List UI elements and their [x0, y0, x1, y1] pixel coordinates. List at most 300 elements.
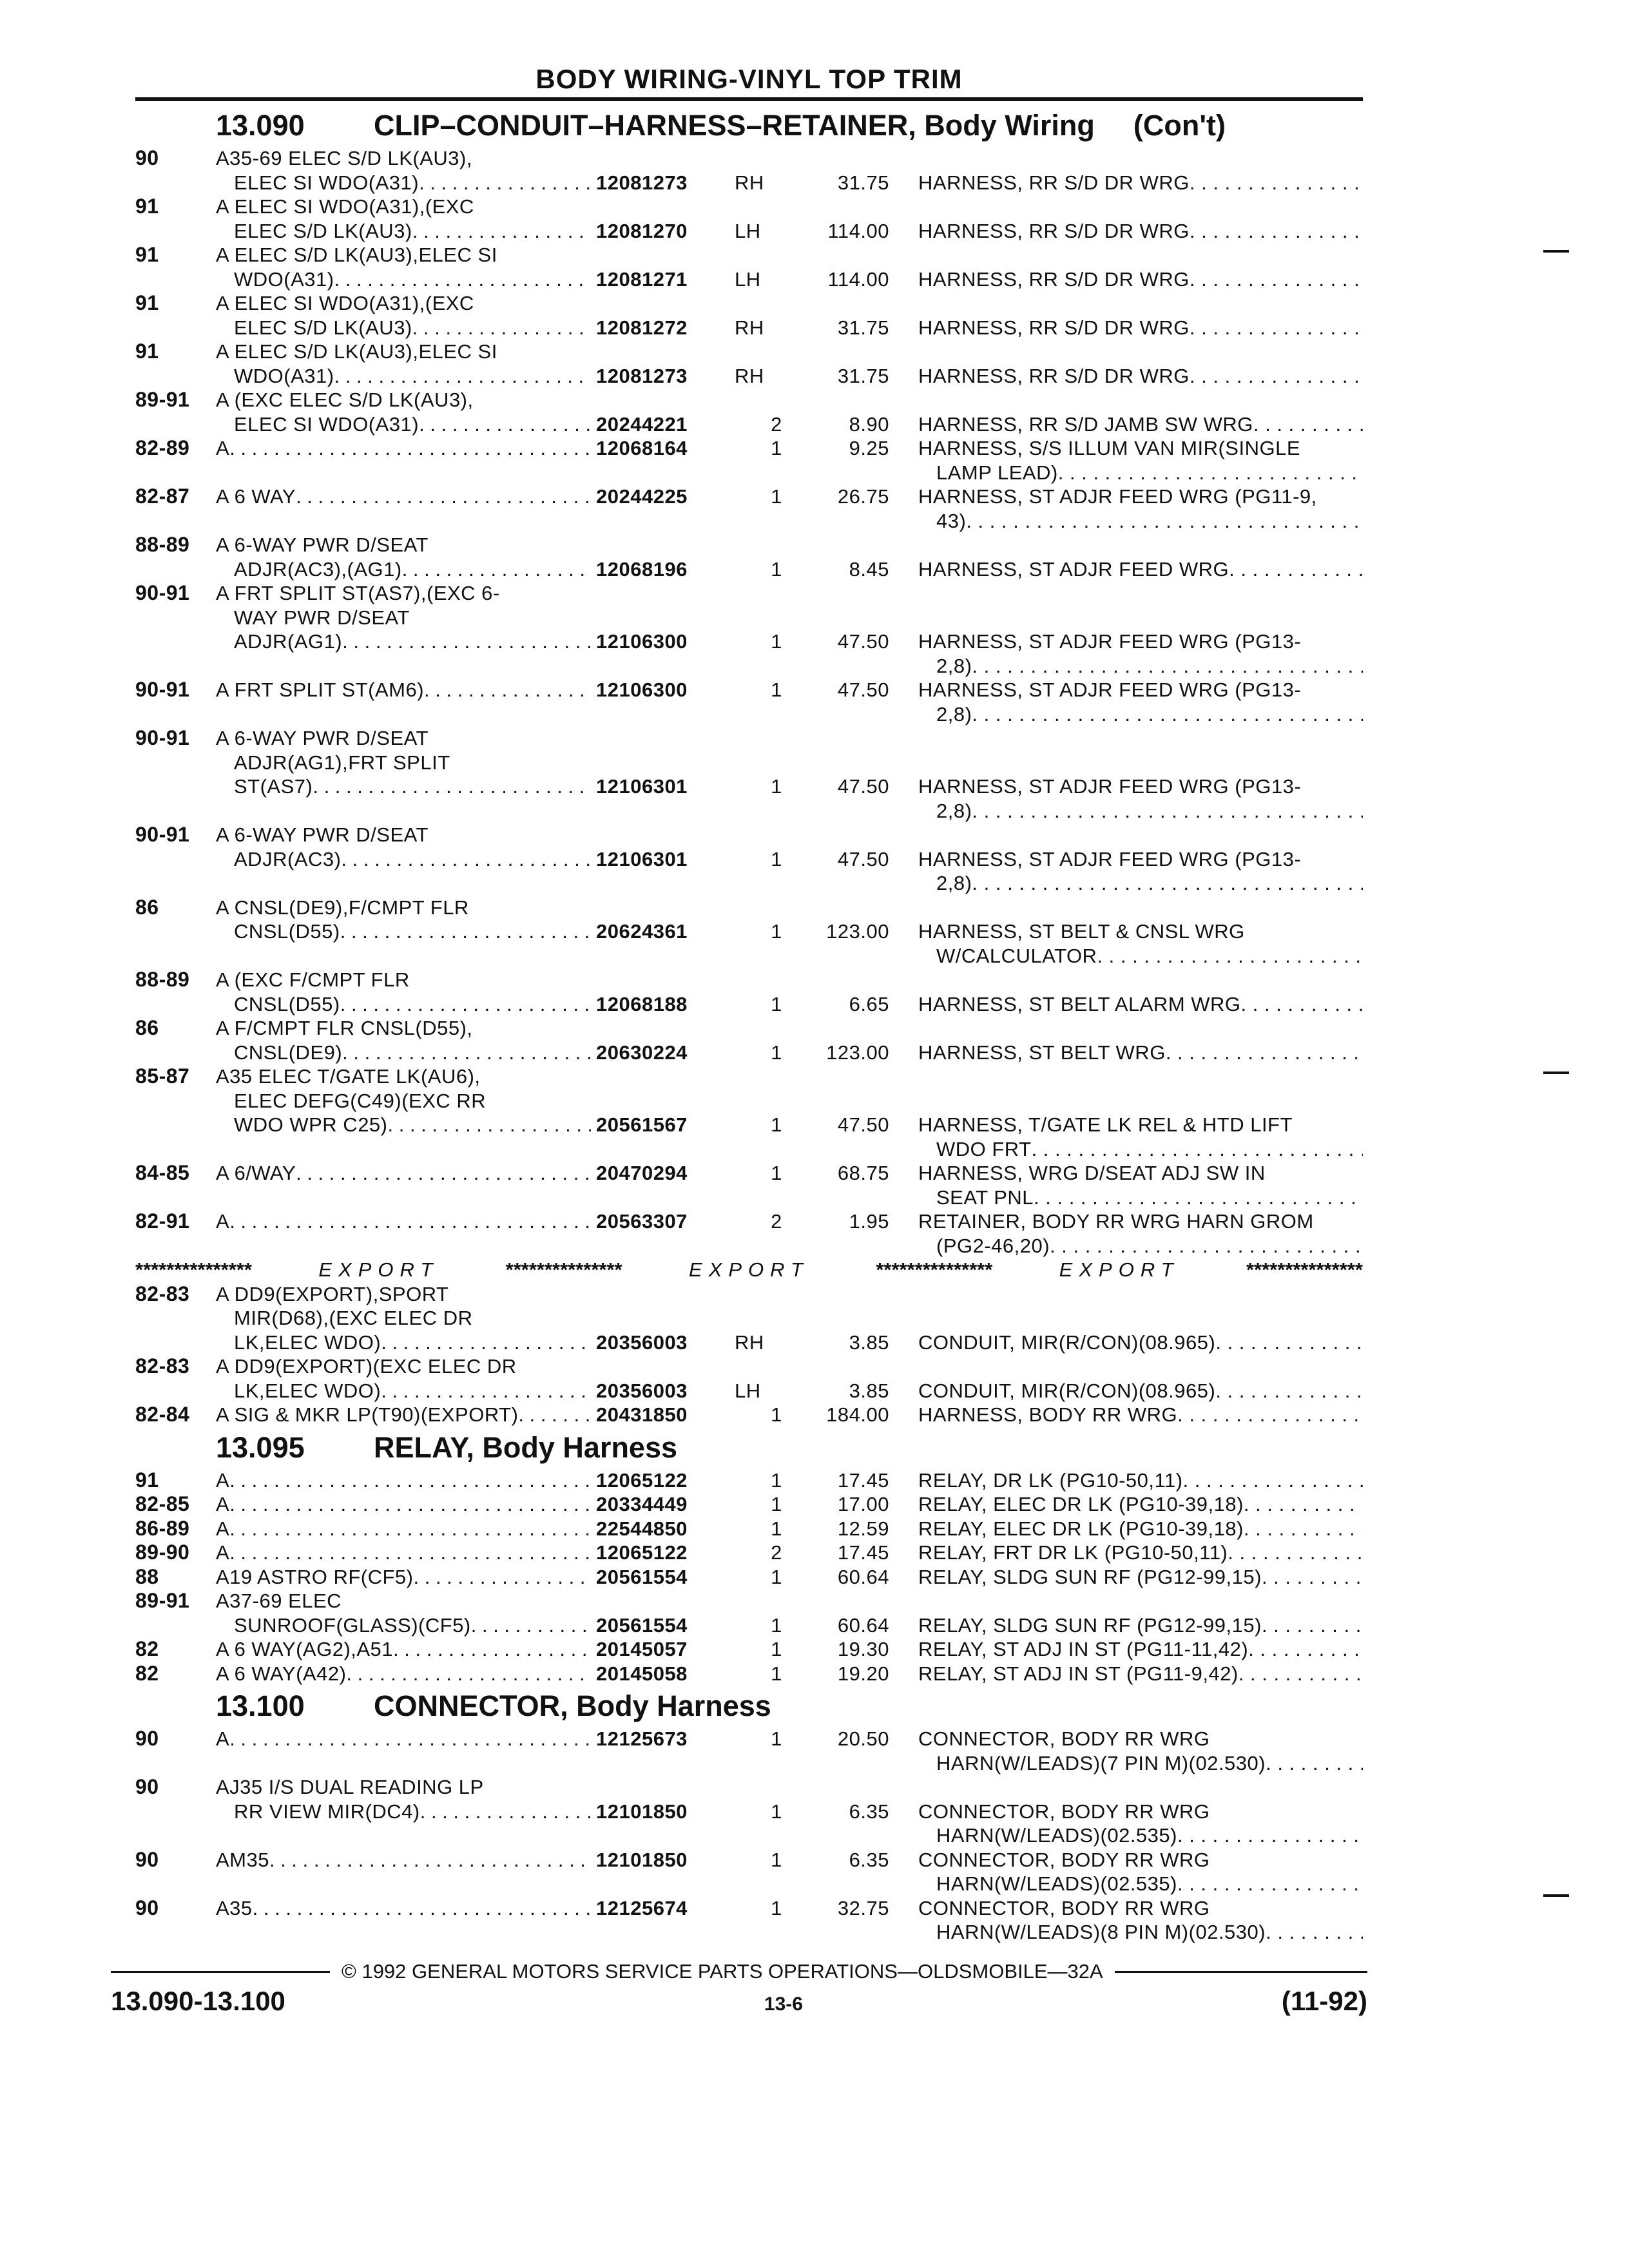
- part-name: [889, 944, 1363, 968]
- quantity: [767, 1306, 786, 1331]
- side-code: RH: [735, 171, 764, 194]
- part-entry: [135, 436, 1363, 485]
- part-number: [591, 1282, 735, 1307]
- leader-dots: [229, 1492, 591, 1517]
- price: 19.20: [837, 1662, 889, 1685]
- part-name: [889, 751, 1363, 775]
- usage-description: [216, 1751, 591, 1776]
- quantity: 2: [771, 1210, 782, 1233]
- model-years: 82-84: [135, 1403, 190, 1426]
- part-number: [591, 461, 735, 485]
- leader-dots: [419, 412, 591, 437]
- leader-dots: [1190, 316, 1363, 340]
- quantity: [767, 461, 786, 485]
- part-name: [889, 1589, 1363, 1613]
- part-name: [889, 1468, 1363, 1493]
- parts-listing: [135, 105, 1363, 1945]
- entry-line: [135, 871, 1363, 896]
- part-name: [889, 388, 1363, 412]
- usage-text: AJ35 I/S DUAL READING LP: [216, 1776, 484, 1798]
- leader-dots: [381, 1379, 591, 1403]
- quantity: 1: [771, 1727, 782, 1750]
- part-name: [889, 1613, 1363, 1638]
- side-code: [735, 1662, 767, 1686]
- part-number: 22544850: [596, 1517, 688, 1540]
- usage-text: A CNSL(DE9),F/CMPT FLR: [216, 896, 469, 919]
- margin-tick: [1543, 1894, 1569, 1897]
- price: 31.75: [837, 364, 889, 387]
- price: 8.90: [849, 412, 889, 436]
- leader-dots: [1262, 1565, 1363, 1590]
- part-entry: [135, 1209, 1363, 1258]
- leader-dots: [518, 1403, 591, 1427]
- leader-dots: [1244, 1492, 1363, 1517]
- usage-description: [216, 509, 591, 533]
- entry-line: [135, 364, 1363, 389]
- empty-cell: [767, 1137, 786, 1162]
- empty-cell: [591, 1823, 735, 1848]
- model-years: [135, 509, 216, 533]
- part-name-text: HARNESS, ST BELT ALARM WRG: [918, 992, 1241, 1015]
- model-years: [135, 1186, 216, 1210]
- side-code: [735, 1161, 767, 1186]
- side-code: [735, 1872, 767, 1896]
- quantity: 1: [771, 485, 782, 508]
- price: 47.50: [837, 775, 889, 798]
- leader-dots: [1229, 557, 1363, 582]
- entry-line: [135, 1306, 1363, 1331]
- quantity: 1: [771, 630, 782, 653]
- entry-line: [135, 1468, 1363, 1493]
- model-years: 82-91: [135, 1209, 190, 1233]
- side-code: LH: [735, 219, 761, 242]
- entry-line: [135, 823, 1363, 847]
- quantity: 1: [771, 1468, 782, 1492]
- side-code: [735, 1064, 767, 1089]
- model-years: 90: [135, 1896, 159, 1919]
- part-name-text: WDO FRT: [936, 1137, 1032, 1160]
- part-name-text: CONDUIT, MIR(R/CON)(08.965): [918, 1331, 1216, 1354]
- usage-text: A37-69 ELEC: [216, 1590, 342, 1612]
- quantity: [767, 267, 786, 292]
- leader-dots: [966, 509, 1363, 533]
- part-name-text: HARNESS, RR S/D DR WRG: [918, 316, 1190, 339]
- part-name-text: RELAY, ST ADJ IN ST (PG11-9,42): [918, 1662, 1239, 1685]
- empty-cell: [767, 799, 786, 823]
- quantity: [767, 1089, 786, 1113]
- leader-dots: [972, 702, 1363, 727]
- entry-line: [135, 1823, 1363, 1848]
- side-code: [735, 1637, 767, 1662]
- model-years: [135, 1306, 216, 1331]
- side-code: [735, 726, 767, 751]
- usage-description: [216, 1041, 591, 1065]
- part-entry: [135, 1896, 1363, 1945]
- footer-date: (11-92): [1281, 1986, 1367, 2016]
- empty-cell: [135, 1823, 216, 1848]
- quantity: [767, 1775, 786, 1800]
- quantity: 1: [771, 1662, 782, 1685]
- side-code: LH: [735, 267, 761, 291]
- quantity: 1: [771, 437, 782, 459]
- part-name-text: HARNESS, T/GATE LK REL & HTD LIFT: [918, 1113, 1293, 1136]
- usage-text: MIR(D68),(EXC ELEC DR: [234, 1307, 473, 1329]
- side-code: RH: [735, 1331, 764, 1354]
- part-number: [591, 823, 735, 847]
- quantity: [767, 751, 786, 775]
- entry-line: [135, 340, 1363, 364]
- leader-dots: [972, 871, 1363, 896]
- leader-dots: [412, 219, 591, 244]
- empty-cell: [216, 799, 591, 823]
- footer-page-number: 13-6: [764, 1994, 803, 2015]
- part-entry: [135, 1727, 1363, 1775]
- part-name: [889, 1113, 1363, 1137]
- usage-description: [216, 1848, 591, 1872]
- part-name-text: HARNESS, ST ADJR FEED WRG (PG13-: [918, 678, 1302, 701]
- part-name: [889, 896, 1363, 920]
- part-name-text: RELAY, ST ADJ IN ST (PG11-11,42): [918, 1638, 1249, 1660]
- header-rule: [135, 97, 1363, 101]
- usage-description: [216, 1089, 591, 1113]
- quantity: [767, 146, 786, 171]
- quantity: [767, 823, 786, 847]
- quantity: 1: [771, 775, 782, 798]
- usage-text: RR VIEW MIR(DC4): [234, 1800, 420, 1823]
- part-name-text: 2,8): [936, 702, 972, 726]
- entry-line: [135, 1492, 1363, 1517]
- part-name-text: 43): [936, 509, 967, 532]
- part-name: [889, 919, 1363, 944]
- part-number: 20624361: [596, 920, 688, 943]
- entry-line: [135, 1041, 1363, 1065]
- entry-line: [135, 388, 1363, 412]
- leader-dots: [334, 364, 591, 389]
- part-number: [591, 896, 735, 920]
- side-code: [735, 678, 767, 702]
- entry-line: [135, 1209, 1363, 1234]
- side-code: [735, 1848, 767, 1872]
- usage-description: [216, 702, 591, 727]
- part-number: 12065122: [596, 1468, 688, 1492]
- usage-text: SUNROOF(GLASS)(CF5): [234, 1613, 471, 1637]
- footer-rule-left: [111, 1971, 330, 1973]
- leader-dots: [1239, 1662, 1363, 1686]
- usage-description: [216, 823, 591, 847]
- usage-text: LK,ELEC WDO): [234, 1379, 381, 1402]
- usage-description: [216, 195, 591, 219]
- part-number: 12068196: [596, 557, 688, 581]
- side-code: LH: [735, 1379, 761, 1402]
- usage-description: [216, 461, 591, 485]
- leader-dots: [296, 485, 591, 509]
- part-number: 20630224: [596, 1041, 688, 1064]
- leader-dots: [1244, 1517, 1363, 1541]
- margin-tick: [1543, 1072, 1569, 1074]
- side-code: [735, 1541, 767, 1565]
- usage-description: [216, 896, 591, 920]
- price: 17.45: [837, 1468, 889, 1492]
- quantity: [767, 171, 786, 195]
- price: [786, 726, 889, 751]
- entry-line: [135, 581, 1363, 606]
- page-footer: [111, 1959, 1367, 2017]
- leader-dots: [1266, 1751, 1363, 1776]
- quantity: [767, 388, 786, 412]
- model-years: 82-87: [135, 485, 190, 508]
- part-name: [889, 968, 1363, 992]
- quantity: 1: [771, 1113, 782, 1136]
- side-code: [735, 1186, 767, 1210]
- part-entry: [135, 1492, 1363, 1517]
- usage-description: [216, 1872, 591, 1896]
- empty-cell: [767, 654, 786, 678]
- model-years: 90: [135, 1775, 159, 1798]
- leader-dots: [1177, 1403, 1363, 1427]
- part-name: [889, 243, 1363, 267]
- entry-line: [135, 1541, 1363, 1565]
- leader-dots: [1177, 1823, 1363, 1848]
- entry-line: [135, 1517, 1363, 1541]
- usage-description: [216, 1379, 591, 1403]
- part-entry: [135, 1517, 1363, 1541]
- price: 114.00: [827, 267, 889, 291]
- leader-dots: [1190, 267, 1363, 292]
- side-code: [735, 1517, 767, 1541]
- side-code: RH: [735, 316, 764, 339]
- part-number: [591, 340, 735, 364]
- leader-dots: [342, 629, 591, 654]
- leader-dots: [1215, 1379, 1363, 1403]
- leader-dots: [419, 171, 591, 195]
- catalog-page: [135, 61, 1363, 1945]
- side-code: [735, 1751, 767, 1776]
- leader-dots: [381, 1331, 591, 1355]
- part-number: [591, 1872, 735, 1896]
- part-name-text: (PG2-46,20): [936, 1234, 1050, 1257]
- price: [786, 968, 889, 992]
- price: [786, 702, 889, 727]
- empty-cell: [216, 944, 591, 968]
- model-years: [135, 992, 216, 1017]
- empty-cell: [767, 1823, 786, 1848]
- usage-text: ST(AS7): [234, 775, 313, 798]
- price: [786, 1282, 889, 1307]
- quantity: 1: [771, 1162, 782, 1184]
- empty-cell: [135, 871, 216, 896]
- part-number: [591, 1089, 735, 1113]
- side-code: RH: [735, 364, 764, 387]
- leader-dots: [1228, 1541, 1363, 1565]
- usage-description: [216, 533, 591, 557]
- price: [786, 1089, 889, 1113]
- model-years: [135, 1800, 216, 1824]
- empty-cell: [767, 871, 786, 896]
- leader-dots: [388, 1113, 592, 1137]
- side-code: [735, 509, 767, 533]
- part-name-text: CONNECTOR, BODY RR WRG: [918, 1800, 1210, 1823]
- quantity: 2: [771, 1541, 782, 1564]
- price: [786, 1064, 889, 1089]
- footer-rule-right: [1115, 1971, 1367, 1973]
- part-number: 20431850: [596, 1403, 688, 1426]
- part-name: [889, 1775, 1363, 1800]
- leader-dots: [1215, 1331, 1363, 1355]
- usage-text: A ELEC SI WDO(A31),(EXC: [216, 292, 474, 314]
- part-name: [889, 1637, 1363, 1662]
- quantity: 1: [771, 1493, 782, 1515]
- section-title: CLIP–CONDUIT–HARNESS–RETAINER, Body Wiring: [374, 109, 1095, 142]
- entry-line: [135, 1751, 1363, 1776]
- part-name: [889, 726, 1363, 751]
- empty-cell: [135, 799, 216, 823]
- usage-description: [216, 364, 591, 389]
- usage-description: [216, 1727, 591, 1751]
- usage-description: [216, 678, 591, 702]
- quantity: [767, 195, 786, 219]
- usage-description: [216, 1662, 591, 1686]
- side-code: [735, 629, 767, 654]
- leader-dots: [1190, 219, 1363, 244]
- part-name: [889, 1089, 1363, 1113]
- side-code: [735, 1016, 767, 1041]
- usage-description: [216, 992, 591, 1017]
- usage-description: [216, 1186, 591, 1210]
- empty-cell: [735, 944, 767, 968]
- price: 17.45: [837, 1541, 889, 1564]
- quantity: [767, 1331, 786, 1355]
- price: [786, 1775, 889, 1800]
- leader-dots: [229, 1468, 591, 1493]
- usage-description: [216, 726, 591, 751]
- usage-text: WDO WPR C25): [234, 1113, 388, 1136]
- entry-line: [135, 1800, 1363, 1824]
- usage-text: ELEC SI WDO(A31): [234, 412, 419, 436]
- model-years: [135, 1113, 216, 1137]
- usage-description: [216, 1800, 591, 1824]
- part-name: [889, 1403, 1363, 1427]
- part-name: [889, 1823, 1363, 1848]
- part-name-text: CONDUIT, MIR(R/CON)(08.965): [918, 1379, 1216, 1402]
- part-name-text: HARNESS, ST ADJR FEED WRG (PG13-: [918, 630, 1302, 653]
- leader-dots: [1050, 1234, 1363, 1258]
- part-number: [591, 533, 735, 557]
- empty-cell: [591, 799, 735, 823]
- price: [786, 1920, 889, 1945]
- side-code: [735, 1492, 767, 1517]
- price: 184.00: [826, 1403, 889, 1426]
- model-years: 90: [135, 1727, 159, 1750]
- usage-description: [216, 1589, 591, 1613]
- side-code: [735, 1306, 767, 1331]
- entry-line: [135, 1089, 1363, 1113]
- usage-text: A FRT SPLIT ST(AM6): [216, 678, 425, 701]
- part-number: 12101850: [596, 1848, 688, 1871]
- part-number: [591, 726, 735, 751]
- price: 6.35: [849, 1800, 889, 1823]
- part-number: 12081273: [596, 171, 688, 194]
- part-name: [889, 436, 1363, 461]
- empty-cell: [767, 944, 786, 968]
- part-name: [889, 1800, 1363, 1824]
- section-title: RELAY, Body Harness: [374, 1430, 678, 1464]
- leader-dots: [253, 1896, 591, 1921]
- model-years: [135, 557, 216, 582]
- section-number: 13.100: [216, 1689, 305, 1722]
- part-number: 12106300: [596, 630, 688, 653]
- usage-text: AM35: [216, 1848, 269, 1871]
- part-number: [591, 1589, 735, 1613]
- leader-dots: [229, 1209, 591, 1234]
- part-name: [889, 1920, 1363, 1945]
- usage-description: [216, 919, 591, 944]
- leader-dots: [269, 1848, 591, 1872]
- part-number: 12081270: [596, 219, 688, 242]
- quantity: [767, 1186, 786, 1210]
- model-years: 90-91: [135, 678, 190, 701]
- part-name: [889, 1306, 1363, 1331]
- part-name: [889, 412, 1363, 437]
- model-years: [135, 1234, 216, 1258]
- part-number: [591, 1234, 735, 1258]
- entry-line: [135, 774, 1363, 799]
- quantity: [767, 219, 786, 244]
- part-entry: [135, 243, 1363, 291]
- side-code: [735, 1589, 767, 1613]
- leader-dots: [1032, 1137, 1363, 1162]
- part-number: [591, 1920, 735, 1945]
- part-entry: [135, 1565, 1363, 1590]
- entry-line: [135, 1161, 1363, 1186]
- part-entry: [135, 485, 1363, 533]
- leader-dots: [1183, 1468, 1363, 1493]
- quantity: [767, 1751, 786, 1776]
- part-number: 20563307: [596, 1210, 688, 1233]
- entry-line: [135, 1234, 1363, 1258]
- part-entry: [135, 1637, 1363, 1662]
- empty-cell: [735, 871, 767, 896]
- part-name-text: HARNESS, ST ADJR FEED WRG: [918, 557, 1229, 581]
- usage-description: [216, 1468, 591, 1493]
- price: 123.00: [826, 920, 889, 943]
- footer-row: [111, 1986, 1367, 2017]
- side-code: [735, 1565, 767, 1590]
- quantity: 1: [771, 1896, 782, 1919]
- part-entry: [135, 1354, 1363, 1403]
- side-code: [735, 1468, 767, 1493]
- part-entry: [135, 146, 1363, 195]
- usage-description: [216, 340, 591, 364]
- price: [786, 146, 889, 171]
- model-years: 82-83: [135, 1282, 190, 1305]
- price: 32.75: [837, 1896, 889, 1919]
- part-name: [889, 992, 1363, 1017]
- section-title: CONNECTOR, Body Harness: [374, 1689, 771, 1722]
- usage-description: [216, 1016, 591, 1041]
- model-years: 91: [135, 243, 159, 266]
- model-years: 89-90: [135, 1541, 190, 1564]
- empty-cell: [591, 1137, 735, 1162]
- price: 3.85: [849, 1379, 889, 1402]
- price: [786, 1186, 889, 1210]
- empty-cell: [786, 1137, 889, 1162]
- part-name: [889, 629, 1363, 654]
- part-name: [889, 146, 1363, 171]
- quantity: 2: [771, 412, 782, 436]
- part-number: 12081271: [596, 267, 688, 291]
- side-code: [735, 1282, 767, 1307]
- leader-dots: [229, 436, 591, 461]
